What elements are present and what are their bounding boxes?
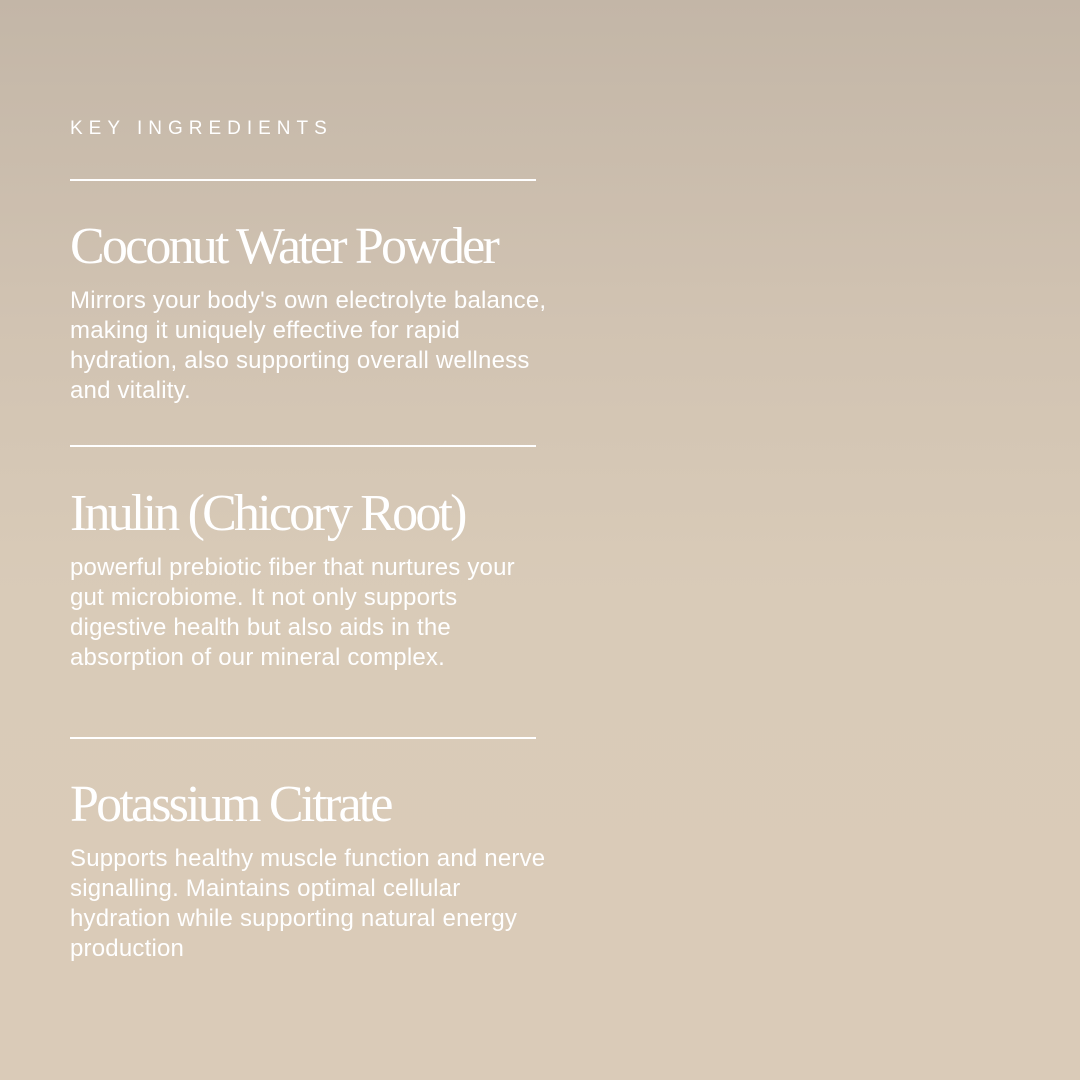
divider: [70, 737, 536, 739]
ingredient-description-inulin: powerful prebiotic fiber that nurtures your gut microbiome. It not only supports digestive health but also aids in the absorption of our mineral complex.: [70, 554, 515, 671]
ingredient-description-potassium-citrate: Supports healthy muscle function and nerve signalling. Maintains optimal cellular hydration while supporting natural energy production: [70, 845, 546, 962]
ingredient-title-inulin: Inulin (Chicory Root): [70, 485, 465, 542]
ingredient-title-potassium-citrate: Potassium Citrate: [70, 776, 391, 833]
divider: [70, 445, 536, 447]
section-eyebrow: KEY INGREDIENTS: [70, 118, 333, 139]
divider: [70, 179, 536, 181]
ingredient-title-coconut-water: Coconut Water Powder: [70, 218, 497, 275]
ingredient-description-coconut-water: Mirrors your body's own electrolyte balance, making it uniquely effective for rapid hydration, also supporting overall wellness and vitality.: [70, 287, 547, 404]
